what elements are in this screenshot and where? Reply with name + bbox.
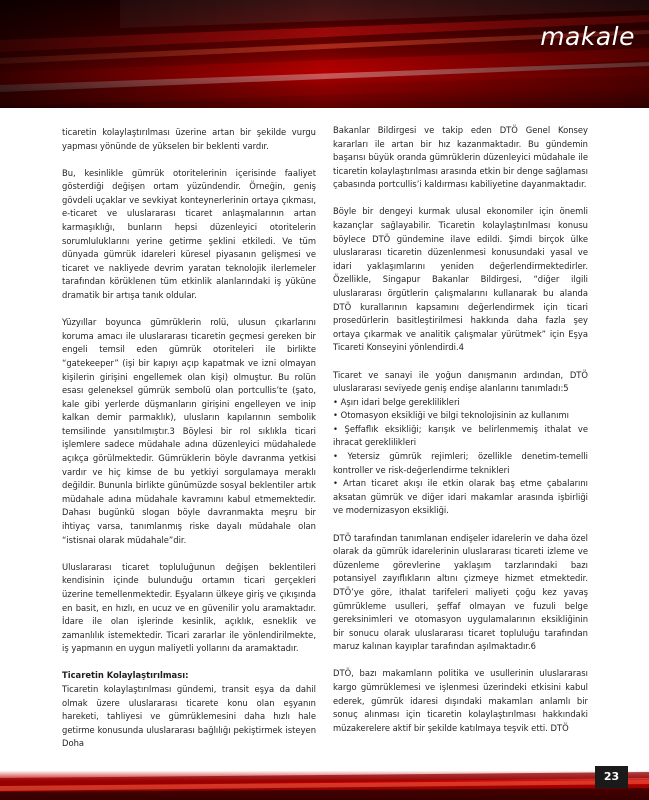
footer-streaks — [0, 758, 649, 800]
list-item: • Aşırı idari belge gereklilikleri — [333, 396, 460, 407]
section-label: makale — [540, 22, 635, 51]
list-item: • Artan ticaret akışı ile etkin olarak baş etme çabalarını aksatan gümrük ve diğer idari makamlar arasında işbirliği ve modernizasyon eksikliği. — [333, 478, 588, 516]
list-item: • Şeffaflık eksikliği; karışık ve belirlenmemiş ithalat ve ihracat gereklilikleri — [333, 423, 588, 448]
paragraph: DTÖ tarafından tanımlanan endişeler idarelerin ve daha özel olarak da gümrük idarelerinin uluslararası ticareti izleme ve düzenleme görevlerine yaklaşım tarzlarındaki bazı potansiyel zayıflıkların altını çizmeye hizmet etmektedir. DTÖ’ye göre, ithalat tarifeleri maliyeti çoğu kez yavaş gümrükleme usulleri, şeffaf olmayan ve fuzuli belge gereksinimleri ve otomasyon uygulamalarının eksikliğinin bir sonucu olarak uluslararası ticaret topluluğu tarafından maruz kalınan kayıplar tarafından aşılmaktadır.6 — [333, 532, 588, 652]
right-column — [333, 124, 588, 749]
list-item: • Yetersiz gümrük rejimleri; özellikle denetim-temelli kontroller ve risk-değerlendirme teknikleri — [333, 451, 588, 475]
page-number: 23 — [595, 766, 628, 788]
subheading: Ticaretin Kolaylaştırılması: — [62, 670, 189, 681]
paragraph: Bu, kesinlikle gümrük otoritelerinin içerisinde faaliyet gösterdiği değişen ortam yüzündendir. Örneğin, geniş gövdeli uçaklar ve sevkiyat konteynerlerinin ortaya çıkması, e-ticaret ve uluslararası ticaret anlaşmalarının artan karmaşıklığı, bunların hepsi düzenleyici otoritelerin sorumluluklarını yerine getirme şeklini etkiledi. Ve tüm dünyada gümrük idareleri küresel piyasanın gelişmesi ve ticaret ve nakliyede devrim yaratan teknolojik ilerlemeler tarafından körüklenen tüm etkinlik alanlarındaki iş yüküne dramatik bir artışa tanık oldular. — [62, 167, 316, 301]
paragraph: Ticaret ve sanayi ile yoğun danışmanın ardından, DTÖ uluslararası seviyede geniş endişe alanlarını tanımladı:5 — [333, 369, 588, 394]
paragraph: ticaretin kolaylaştırılması üzerine artan bir şekilde vurgu yapması yönünde de yükselen bir beklenti vardır. — [62, 127, 316, 151]
paragraph: Yüzyıllar boyunca gümrüklerin rolü, ulusun çıkarlarını koruma amacı ile uluslararası ticaretin geçmesi gereken bir engeli temsil eden gümrük otoriteleri ile birlikte “gatekeeper” (işi bir kapıyı açıp kapatmak ve izni olmayan kişilerin girişini engellemek olan kişi) olmuştur. Bu rolün esası geleneksel gümrük sembolü olan portcullis’te (şato, kale gibi yerlerde düşmanların girişini engelleyen ve inip kalkan demir parmaklık), ulusların kapılarının sembolik temsilinde yansıtılmıştır.3 Böylesi bir rol sıklıkla ticari işlemlere sadece müdahale adına düzenleyici müdahalede açıkça görülmektedir. Gümrüklerin böyle davranma yetkisi vardır ve hiç kimse de bu yetkiyi sorgulamaya meraklı değildir. Bununla birlikte günümüzde sosyal beklentiler artık müdahale adına müdahale kavramını kabul etmemektedir. Dahası bugünkü slogan böyle davranmakta meşru bir ihtiyaç varsa, tanımlanmış riske dayalı müdahale olan “istisnai olarak müdahale”dir. — [62, 317, 316, 545]
paragraph: Ticaretin kolaylaştırılması gündemi, transit eşya da dahil olmak üzere uluslararası ticarete konu olan eşyanın hareketi, tahliyesi ve gümrüklemesini daha hızlı hale getirme konusunda uluslararası bağlılığı pekiştirmek isteyen Doha — [62, 683, 316, 749]
footer-banner — [0, 758, 649, 800]
paragraph: Bakanlar Bildirgesi ve takip eden DTÖ Genel Konsey kararları ile artan bir hız kazanmaktadır. Bu gündemin başarısı büyük oranda gümrüklerin düzenleyici müdahale ile ticaretin kolaylaştırılması arasında etkin bir denge sağlaması çabasında portcullis’i kaldırması kabiliyetine dayanmaktadır. — [333, 125, 588, 190]
paragraph: DTÖ, bazı makamların politika ve usullerinin uluslararası kargo gümrüklemesi ve işlenmesi üzerindeki etkisini kabul ederek, gümrük idaresi dışındaki makamları anlamlı bir sonuç alınması için ticaretin kolaylaştırılması hakkındaki müzakerelere aktif bir şekilde katılmaya teşvik etti. DTÖ — [333, 668, 588, 733]
header-streaks — [0, 0, 649, 108]
list-item: • Otomasyon eksikliği ve bilgi teknolojisinin az kullanımı — [333, 410, 569, 421]
left-column — [62, 126, 316, 764]
header-banner — [0, 0, 649, 108]
paragraph: Uluslararası ticaret topluluğunun değişen beklentileri kendisinin içinde bulunduğu ortamın ticari gerçekleri üzerine temellenmektedir. Eşyaların ülkeye giriş ve çıkışında en basit, en hızlı, en ucuz ve en güvenilir yolu aramaktadır. İdare ile olan işlerinde kesinlik, açıklık, esneklik ve zamanlılık istemektedir. Ticari zararlar ile yönlendirilmekte, iş yapmanın en uygun maliyetli yollarını da aramaktadır. — [62, 561, 316, 654]
concern-list — [333, 396, 588, 518]
paragraph: Böyle bir dengeyi kurmak ulusal ekonomiler için önemli kazançlar sağlayabilir. Ticaretin kolaylaştırılması konusu böylece DTÖ gündemine ilave edildi. Şimdi birçok ülke uluslararası ticaretin düzenlenmesi konusundaki yasal ve idari yaklaşımlarını yeniden değerlendirmektedirler. Özellikle, Singapur Bakanlar Bildirgesi, “diğer ilgili uluslararası örgütlerin çalışmalarını kullanarak bu alanda DTÖ kurallarının kapsamını değerlendirmek için ticari prosedürlerin basitleştirilmesi hakkında daha fazla şey ortaya çıkarmak ve analitik çalışmalar yürütmek” için Eşya Ticareti Konseyini yönlendirdi.4 — [333, 206, 588, 353]
